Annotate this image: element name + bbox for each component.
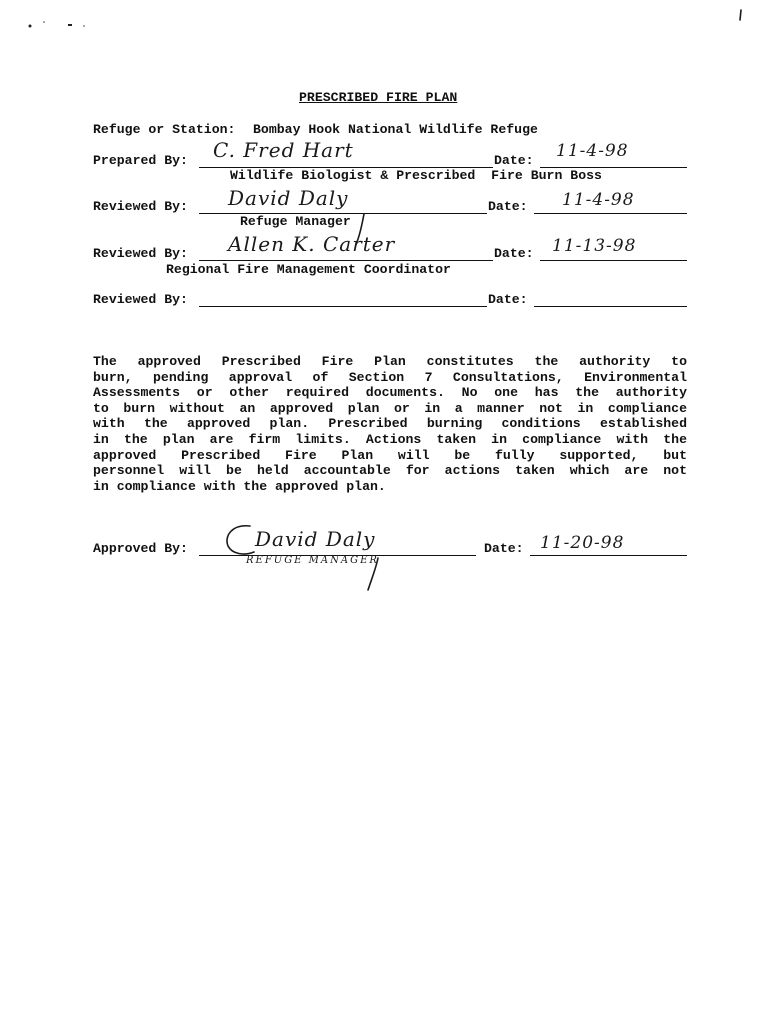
paragraph-line: approved Prescribed Fire Plan will be fully supported, but	[93, 447, 687, 463]
paragraph-line: with the approved plan. Prescribed burning conditions established	[93, 416, 687, 432]
scan-specks	[20, 14, 120, 34]
reviewed-by-1-title: Refuge Manager	[240, 214, 351, 229]
reviewed-1-date-label: Date:	[488, 199, 528, 214]
prepared-by-title: Wildlife Biologist & Prescribed Fire Burn Boss	[230, 168, 602, 183]
paragraph-line: to burn without an approved plan or in a manner not in compliance	[93, 400, 687, 416]
reviewed-1-date-line	[534, 213, 687, 214]
approved-signature-note: REFUGE MANAGER	[246, 555, 379, 566]
reviewed-3-date-label: Date:	[488, 292, 528, 307]
approved-signature-tail	[366, 558, 386, 598]
reviewed-by-3-signature-line	[199, 306, 487, 307]
prepared-by-signature: C. Fred Hart	[213, 138, 354, 162]
prepared-date-label: Date:	[494, 153, 534, 168]
scan-mark	[738, 8, 748, 28]
reviewed-by-1-label: Reviewed By:	[93, 199, 188, 214]
reviewed-by-2-title: Regional Fire Management Coordinator	[166, 262, 451, 277]
reviewed-1-date-value: 11-4-98	[562, 190, 635, 210]
prepared-date-value: 11-4-98	[556, 141, 629, 161]
page-title: PRESCRIBED FIRE PLAN	[299, 90, 458, 105]
authority-paragraph	[93, 354, 687, 494]
reviewed-2-date-value: 11-13-98	[552, 236, 637, 256]
paragraph-line: personnel will be held accountable for actions taken which are not	[93, 463, 687, 479]
reviewed-by-2-signature: Allen K. Carter	[228, 232, 396, 256]
approved-by-signature: David Daly	[255, 527, 376, 551]
paragraph-line: The approved Prescribed Fire Plan constitutes the authority to	[93, 354, 687, 369]
reviewed-by-2-label: Reviewed By:	[93, 246, 188, 261]
refuge-label: Refuge or Station:	[93, 122, 236, 137]
approved-by-label: Approved By:	[93, 541, 188, 556]
refuge-value: Bombay Hook National Wildlife Refuge	[253, 122, 538, 137]
paragraph-line: burn, pending approval of Section 7 Consultations, Environmental	[93, 369, 687, 385]
reviewed-2-date-line	[540, 260, 687, 261]
reviewed-3-date-line	[534, 306, 687, 307]
paragraph-line: in compliance with the approved plan.	[93, 478, 386, 494]
approved-date-value: 11-20-98	[540, 533, 625, 553]
reviewed-by-3-label: Reviewed By:	[93, 292, 188, 307]
approved-date-label: Date:	[484, 541, 524, 556]
prepared-by-label: Prepared By:	[93, 153, 188, 168]
approved-date-line	[530, 555, 687, 556]
reviewed-2-date-label: Date:	[494, 246, 534, 261]
reviewed-by-1-signature: David Daly	[228, 186, 349, 210]
paragraph-line: in the plan are firm limits. Actions taken in compliance with the	[93, 431, 687, 447]
reviewed-by-2-signature-line	[199, 260, 493, 261]
paragraph-line: Assessments or other required documents. No one has the authority	[93, 385, 687, 401]
